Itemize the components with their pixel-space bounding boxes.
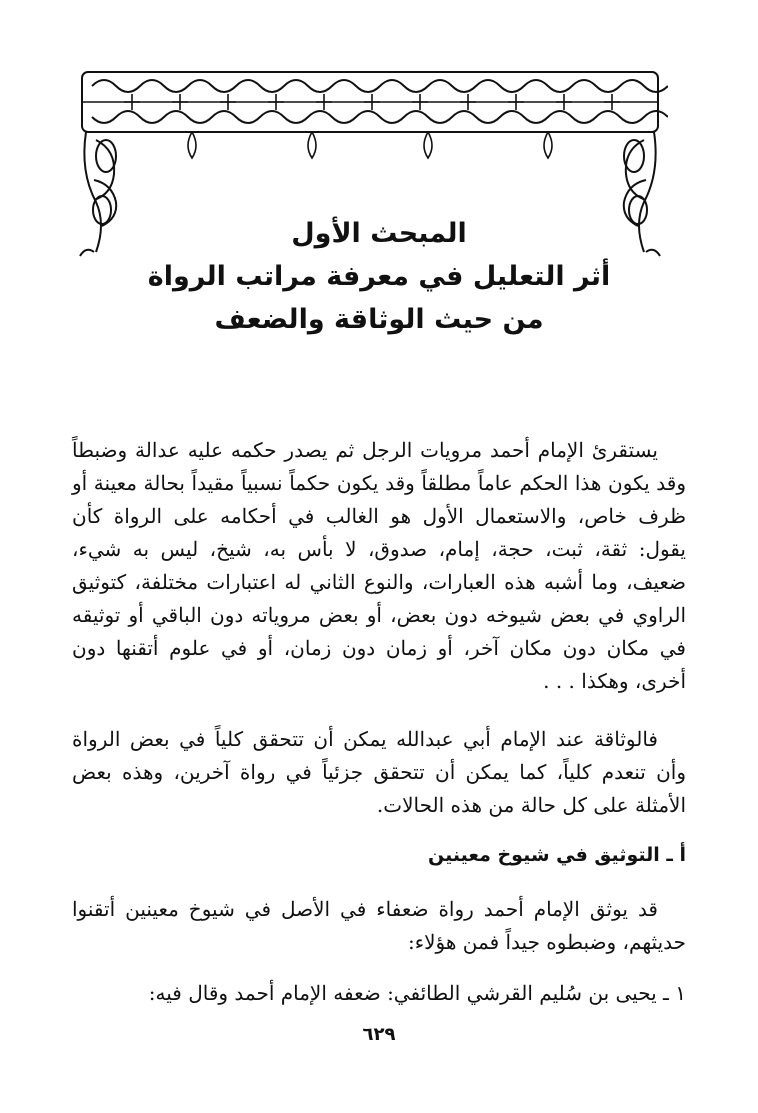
list-item-1: ١ ـ يحيى بن سُليم القرشي الطائفي: ضعفه الإمام أحمد وقال فيه: — [148, 981, 686, 1005]
paragraph-3-text: قد يوثق الإمام أحمد رواة ضعفاء في الأصل في شيوخ معينين أتقنوا حديثهم، وضبطوه جيداً فمن هؤلاء: — [72, 897, 686, 954]
paragraph-1-text: يستقرئ الإمام أحمد مرويات الرجل ثم يصدر حكمه عليه عدالة وضبطاً وقد يكون هذا الحكم عاماً مطلقاً وقد يكون حكماً نسبياً مقيداً بحالة معينة أو ظرف خاص، والاستعمال الأول هو الغالب في أحكامه على الرواة كأن يقول: ثقة، ثبت، حجة، إمام، صدوق، لا بأس به، شيخ، ليس به شيء، ضعيف، وما أشبه هذه العبارات، والنوع الثاني له اعتبارات مختلفة، كتوثيق الراوي في بعض شيوخه دون بعض، أو بعض مروياته دون الباقي أو توثيقه في مكان دون مكان آخر، أو زمان دون زمان، أو في علوم أتقنها دون أخرى، وهكذا . . . — [72, 438, 686, 693]
left-corner-flourish — [80, 132, 116, 256]
title-line-3: من حيث الوثاقة والضعف — [214, 304, 544, 335]
title-line-2: أثر التعليل في معرفة مراتب الرواة — [147, 261, 611, 292]
section-heading: أ ـ التوثيق في شيوخ معينين — [428, 844, 686, 866]
paragraph-3 — [72, 893, 686, 959]
title-line-1: المبحث الأول — [291, 218, 467, 249]
chapter-title — [120, 212, 638, 341]
page-number: ٦٢٩ — [362, 1024, 396, 1045]
paragraph-2-text: فالوثاقة عند الإمام أبي عبدالله يمكن أن تتحقق كلياً في بعض الرواة وأن تنعدم كلياً، كما يمكن أن تتحقق جزئياً في رواة آخرين، وهذه بعض الأمثلة على كل حالة من هذه الحالات. — [72, 727, 686, 817]
paragraph-2 — [72, 723, 686, 822]
paragraph-1 — [72, 434, 686, 698]
